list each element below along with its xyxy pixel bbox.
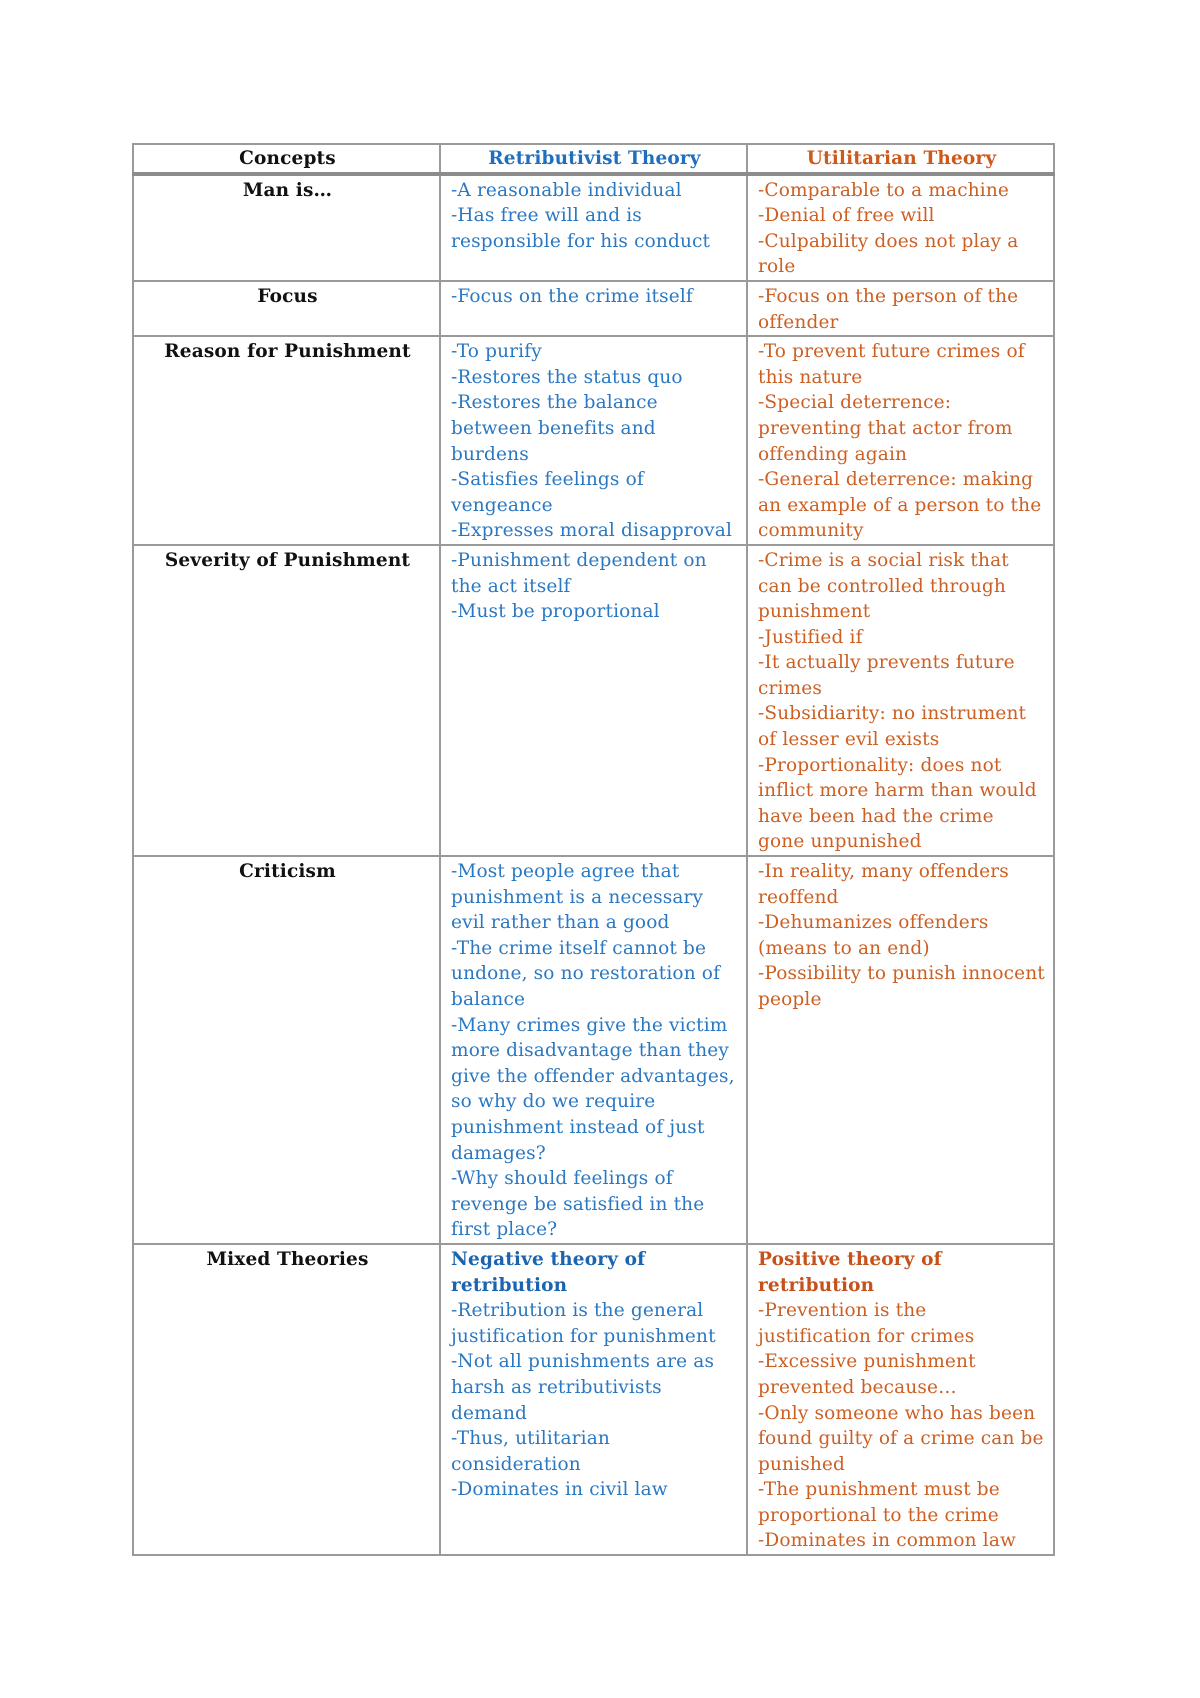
retributivist-point: -Punishment dependent on the act itself	[451, 549, 713, 597]
retributivist-point: -Must be proportional	[451, 601, 660, 623]
utilitarian-point: -Focus on the person of the offender	[758, 285, 1025, 333]
retributivist-point: -Many crimes give the victim more disadvantage than they give the offender advantages, so why do we require punishment instead of just damages?	[451, 1014, 741, 1164]
utilitarian-cell	[747, 281, 1054, 336]
utilitarian-point: -Denial of free will	[758, 205, 935, 227]
table-row	[133, 545, 1054, 856]
table-header	[133, 144, 1054, 174]
utilitarian-point: -To prevent future crimes of this nature	[758, 341, 1031, 388]
utilitarian-subheading: Positive theory of retribution	[758, 1248, 949, 1296]
utilitarian-point: -Prevention is the justification for crimes	[758, 1300, 975, 1347]
concept-cell: Criticism	[133, 856, 440, 1244]
utilitarian-point: -Dehumanizes offenders (means to an end)	[758, 912, 995, 959]
retributivist-cell	[440, 174, 747, 281]
retributivist-point: -A reasonable individual	[451, 179, 682, 201]
utilitarian-point: -Dominates in common law	[758, 1530, 1016, 1552]
utilitarian-point: -General deterrence: making an example of a person to the community	[758, 469, 1048, 542]
table-body	[133, 174, 1054, 1555]
utilitarian-point: -The punishment must be proportional to the crime	[758, 1479, 1006, 1526]
theories-comparison-table	[132, 143, 1055, 1556]
utilitarian-point: -Only someone who has been found guilty of a crime can be punished	[758, 1402, 1050, 1475]
utilitarian-cell	[747, 856, 1054, 1244]
retributivist-cell	[440, 545, 747, 856]
retributivist-cell	[440, 856, 747, 1244]
concept-cell: Man is…	[133, 174, 440, 281]
utilitarian-point: -Proportionality: does not inflict more harm than would have been had the crime gone unpunished	[758, 754, 1043, 853]
header-concepts: Concepts	[133, 144, 440, 174]
utilitarian-point: -Subsidiarity: no instrument of lesser evil exists	[758, 703, 1033, 751]
utilitarian-point: -It actually prevents future crimes	[758, 652, 1021, 699]
header-row	[133, 144, 1054, 174]
utilitarian-cell	[747, 336, 1054, 545]
retributivist-point: -Thus, utilitarian consideration	[451, 1428, 617, 1475]
retributivist-point: -Satisfies feelings of vengeance	[451, 469, 650, 516]
utilitarian-point: -Culpability does not play a role	[758, 230, 1025, 278]
concept-cell: Severity of Punishment	[133, 545, 440, 856]
retributivist-point: -Why should feelings of revenge be satisfied in the first place?	[451, 1168, 711, 1241]
retributivist-point: -Retribution is the general justification for punishment	[451, 1300, 716, 1347]
utilitarian-point: -Justified if	[758, 626, 863, 648]
retributivist-point: -Restores the balance between benefits and burdens	[451, 392, 664, 465]
retributivist-subheading: Negative theory of retribution	[451, 1248, 652, 1296]
header-retributivist-theory: Retributivist Theory	[440, 144, 747, 174]
table-row	[133, 174, 1054, 281]
table-row	[133, 856, 1054, 1244]
retributivist-cell	[440, 1244, 747, 1555]
utilitarian-cell	[747, 174, 1054, 281]
retributivist-point: -Restores the status quo	[451, 366, 683, 388]
table-row	[133, 1244, 1054, 1555]
table-row	[133, 281, 1054, 336]
concept-cell: Focus	[133, 281, 440, 336]
retributivist-point: -Not all punishments are as harsh as retributivists demand	[451, 1351, 721, 1424]
retributivist-point: -Has free will and is responsible for his conduct	[451, 205, 711, 252]
utilitarian-point: -Special deterrence: preventing that actor from offending again	[758, 392, 1019, 465]
retributivist-point: -The crime itself cannot be undone, so no restoration of balance	[451, 937, 727, 1010]
retributivist-point: -Focus on the crime itself	[451, 285, 693, 307]
concept-cell: Reason for Punishment	[133, 336, 440, 545]
concept-cell: Mixed Theories	[133, 1244, 440, 1555]
retributivist-point: -Most people agree that punishment is a necessary evil rather than a good	[451, 861, 710, 934]
utilitarian-cell	[747, 545, 1054, 856]
utilitarian-point: -Possibility to punish innocent people	[758, 963, 1051, 1010]
retributivist-point: -Expresses moral disapproval	[451, 520, 733, 542]
header-utilitarian-theory: Utilitarian Theory	[747, 144, 1054, 174]
table-row	[133, 336, 1054, 545]
utilitarian-point: -Comparable to a machine	[758, 179, 1010, 201]
retributivist-cell	[440, 336, 747, 545]
utilitarian-cell	[747, 1244, 1054, 1555]
utilitarian-point: -Excessive punishment prevented because…	[758, 1351, 982, 1398]
retributivist-point: -Dominates in civil law	[451, 1479, 668, 1501]
retributivist-point: -To purify	[451, 341, 542, 363]
utilitarian-point: -Crime is a social risk that can be controlled through punishment	[758, 549, 1015, 623]
retributivist-cell	[440, 281, 747, 336]
utilitarian-point: -In reality, many offenders reoffend	[758, 861, 1015, 908]
